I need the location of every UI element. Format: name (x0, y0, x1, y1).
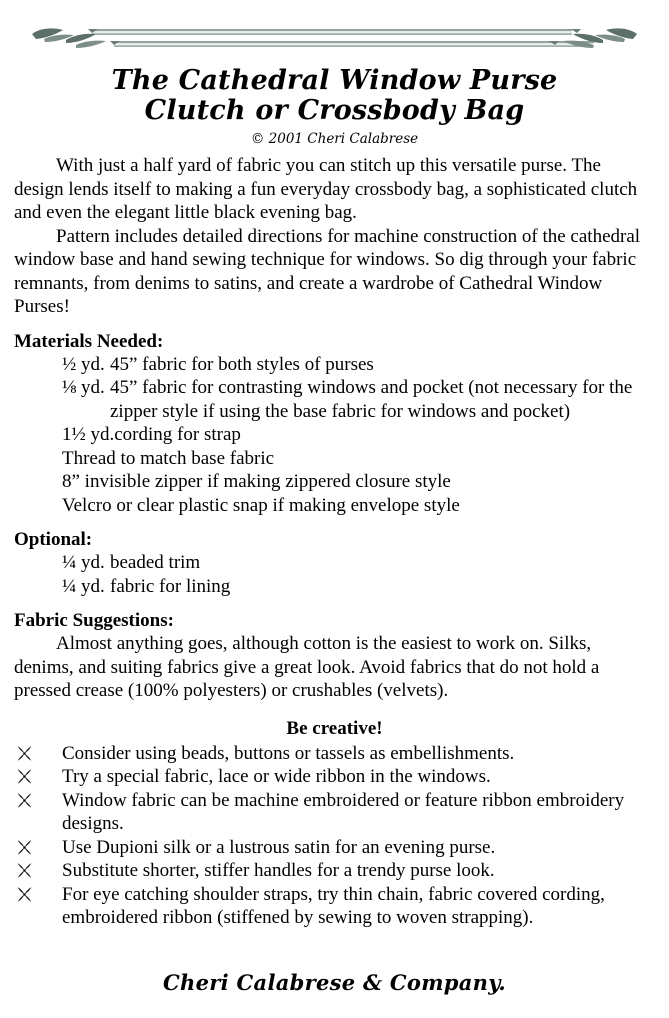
cross-stitch-flower-icon (14, 789, 62, 813)
list-item-text: Try a special fabric, lace or wide ribbon in the windows. (62, 766, 491, 787)
materials-item-desc: 45” fabric for contrasting windows and pocket (not necessary for the zipper style if using the base fabric for windows and pocket) (110, 377, 633, 422)
materials-item-desc: Velcro or clear plastic snap if making envelope style (62, 494, 460, 516)
materials-item-desc: 45” fabric for both styles of purses (110, 353, 374, 375)
materials-heading: Materials Needed: (14, 330, 164, 352)
materials-item (14, 494, 655, 518)
document-page (0, 18, 669, 1018)
ornament-flourish-icon (14, 18, 655, 64)
be-creative-heading: Be creative! (286, 717, 383, 739)
materials-item-qty: ½ yd. (62, 353, 105, 375)
title-block (14, 66, 655, 148)
list-item-text: Window fabric can be machine embroidered or feature ribbon embroidery designs. (62, 789, 625, 834)
materials-item (14, 353, 655, 377)
list-item (14, 789, 655, 836)
optional-item (14, 575, 655, 599)
cross-stitch-flower-icon (14, 765, 62, 789)
copyright-notice: © 2001 Cheri Calabrese (250, 131, 419, 147)
cross-stitch-flower-icon (14, 859, 62, 883)
materials-item-desc: cording for strap (114, 424, 241, 445)
materials-item (14, 423, 655, 447)
fabric-suggestions-paragraph: Almost anything goes, although cotton is the easiest to work on. Silks, denims, and suiting fabrics give a great look. Avoid fabrics that do not hold a pressed crease (100% polyesters) or crushables (velvets). (14, 633, 600, 701)
optional-list (14, 551, 655, 598)
cross-stitch-flower-icon (14, 883, 62, 907)
optional-item-qty: ¼ yd. (62, 575, 105, 597)
footer-signature: Cheri Calabrese & Company. (163, 969, 506, 995)
materials-item (14, 447, 655, 471)
optional-item-desc: beaded trim (110, 552, 201, 573)
cross-stitch-flower-icon (14, 836, 62, 860)
optional-item-qty: ¼ yd. (62, 552, 105, 573)
list-item-text: Use Dupioni silk or a lustrous satin for an evening purse. (62, 836, 496, 858)
materials-item-desc: 8” invisible zipper if making zippered closure style (62, 471, 451, 492)
be-creative-list (14, 742, 655, 930)
materials-item-qty: ⅛ yd. (62, 377, 105, 398)
page-title-line-1: The Cathedral Window Purse (111, 65, 558, 96)
materials-item (14, 376, 655, 423)
page-title-line-2: Clutch or Crossbody Bag (144, 95, 525, 126)
optional-item-desc: fabric for lining (110, 575, 231, 597)
intro-paragraph-2: Pattern includes detailed directions for machine construction of the cathedral window base and hand sewing technique for windows. So dig through your fabric remnants, from denims to satins, and create a wardrobe of Cathedral Window Purses! (14, 225, 641, 317)
list-item-text: For eye catching shoulder straps, try thin chain, fabric covered cording, embroidered ribbon (stiffened by sewing to woven strapping). (62, 883, 605, 928)
list-item (14, 859, 655, 883)
materials-item (14, 470, 655, 494)
list-item (14, 742, 655, 766)
materials-item-desc: Thread to match base fabric (62, 447, 275, 469)
materials-item-qty: 1½ yd. (62, 424, 115, 445)
list-item-text: Substitute shorter, stiffer handles for a trendy purse look. (62, 860, 495, 881)
list-item-text: Consider using beads, buttons or tassels as embellishments. (62, 742, 515, 764)
list-item (14, 836, 655, 860)
fabric-suggestions-heading: Fabric Suggestions: (14, 610, 174, 631)
list-item (14, 765, 655, 789)
list-item (14, 883, 655, 930)
cross-stitch-flower-icon (14, 742, 62, 766)
materials-list (14, 353, 655, 518)
optional-item (14, 551, 655, 575)
intro-paragraph-1: With just a half yard of fabric you can stitch up this versatile purse. The design lends itself to making a fun everyday crossbody bag, a sophisticated clutch and even the elegant little black evening bag. (14, 155, 638, 223)
optional-heading: Optional: (14, 529, 93, 550)
header-ornament (14, 18, 655, 64)
